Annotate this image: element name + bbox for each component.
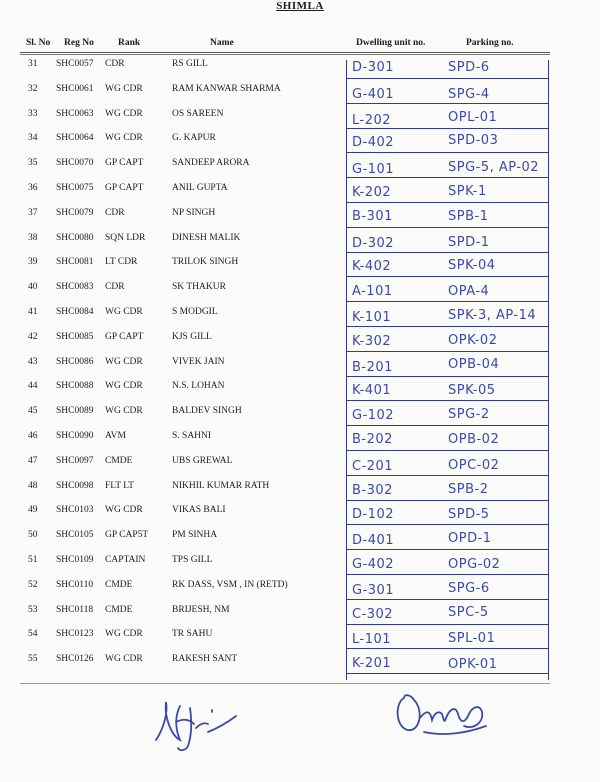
row-rule bbox=[346, 400, 548, 401]
parking-cell: OPL-01 bbox=[448, 109, 498, 125]
name-cell: N.S. LOHAN bbox=[172, 381, 225, 392]
name-cell: RAM KANWAR SHARMA bbox=[172, 83, 281, 94]
table-row bbox=[0, 577, 600, 602]
reg-no-cell: SHC0097 bbox=[56, 455, 94, 466]
reg-no-cell: SHC0064 bbox=[56, 133, 94, 144]
parking-cell: SPG-5, AP-02 bbox=[448, 160, 540, 176]
name-cell: TR SAHU bbox=[172, 629, 213, 640]
parking-cell: SPB-1 bbox=[448, 208, 489, 224]
dwelling-unit-cell: C-302 bbox=[352, 606, 394, 622]
dwelling-unit-cell: B-202 bbox=[352, 431, 393, 447]
reg-no-cell: SHC0061 bbox=[56, 83, 94, 94]
name-cell: NIKHIL KUMAR RATH bbox=[172, 480, 270, 491]
table-row bbox=[0, 552, 600, 577]
reg-no-cell: SHC0126 bbox=[56, 654, 94, 665]
rank-cell: WG CDR bbox=[105, 306, 143, 317]
rank-cell: FLT LT bbox=[105, 480, 134, 491]
dwelling-unit-cell: K-402 bbox=[352, 259, 392, 275]
name-cell: NP SINGH bbox=[172, 207, 216, 218]
header-divider-2 bbox=[20, 54, 550, 55]
parking-cell: SPK-04 bbox=[448, 258, 496, 274]
name-cell: OS SAREEN bbox=[172, 108, 224, 119]
table-row bbox=[0, 130, 600, 155]
reg-no-cell: SHC0118 bbox=[56, 604, 94, 615]
sl-no-cell: 38 bbox=[28, 232, 38, 243]
reg-no-cell: SHC0075 bbox=[56, 182, 94, 193]
table-row bbox=[0, 279, 600, 304]
table-row bbox=[0, 354, 600, 379]
signature-left bbox=[150, 688, 245, 758]
header-dwelling: Dwelling unit no. bbox=[356, 38, 426, 48]
table-row bbox=[0, 378, 600, 403]
table-row bbox=[0, 304, 600, 329]
rank-cell: GP CAP5T bbox=[105, 530, 149, 541]
table-row bbox=[0, 180, 600, 205]
dwelling-unit-cell: L-101 bbox=[352, 632, 392, 648]
name-cell: UBS GREWAL bbox=[172, 455, 233, 466]
parking-cell: SPG-2 bbox=[448, 407, 490, 423]
table-row bbox=[0, 626, 600, 651]
dwelling-unit-cell: D-402 bbox=[352, 135, 395, 151]
sl-no-cell: 55 bbox=[28, 654, 38, 665]
rank-cell: GP CAPT bbox=[105, 158, 144, 169]
parking-cell: SPD-1 bbox=[448, 234, 490, 250]
dwelling-unit-cell: D-301 bbox=[352, 60, 395, 75]
rank-cell: CDR bbox=[105, 207, 125, 218]
reg-no-cell: SHC0080 bbox=[56, 232, 94, 243]
reg-no-cell: SHC0123 bbox=[56, 629, 94, 640]
dwelling-unit-cell: G-401 bbox=[352, 86, 395, 102]
sl-no-cell: 52 bbox=[28, 579, 38, 590]
dwelling-unit-cell: K-401 bbox=[352, 383, 392, 399]
rank-cell: LT CDR bbox=[105, 257, 138, 268]
row-rule bbox=[346, 177, 548, 178]
dwelling-unit-cell: K-101 bbox=[352, 309, 392, 325]
table-row bbox=[0, 502, 600, 527]
row-rule bbox=[346, 599, 548, 600]
table-row bbox=[0, 81, 600, 106]
header-sl-no: Sl. No bbox=[26, 38, 51, 48]
sl-no-cell: 39 bbox=[28, 257, 38, 268]
page-title: SHIMLA bbox=[276, 0, 324, 12]
row-rule bbox=[346, 301, 548, 302]
dwelling-unit-cell: G-102 bbox=[352, 408, 395, 424]
table-row bbox=[0, 230, 600, 255]
row-rule bbox=[346, 624, 548, 625]
rank-cell: WG CDR bbox=[105, 654, 143, 665]
reg-no-cell: SHC0089 bbox=[56, 406, 94, 417]
sl-no-cell: 32 bbox=[28, 83, 38, 94]
sl-no-cell: 44 bbox=[28, 381, 38, 392]
reg-no-cell: SHC0109 bbox=[56, 554, 94, 565]
row-rule bbox=[346, 500, 548, 501]
dwelling-unit-cell: K-302 bbox=[352, 333, 392, 349]
name-cell: PM SINHA bbox=[172, 530, 218, 541]
rank-cell: WG CDR bbox=[105, 356, 143, 367]
table-row bbox=[0, 56, 600, 81]
sl-no-cell: 36 bbox=[28, 182, 38, 193]
row-rule bbox=[346, 475, 548, 476]
table-row bbox=[0, 478, 600, 503]
sl-no-cell: 54 bbox=[28, 629, 38, 640]
name-cell: SANDEEP ARORA bbox=[172, 158, 250, 169]
dwelling-unit-cell: G-301 bbox=[352, 582, 395, 598]
name-cell: BRIJESH, NM bbox=[172, 604, 230, 615]
parking-cell: OPK-02 bbox=[448, 332, 498, 348]
name-cell: RAKESH SANT bbox=[172, 654, 238, 665]
parking-cell: SPC-5 bbox=[448, 604, 489, 620]
reg-no-cell: SHC0081 bbox=[56, 257, 94, 268]
parking-cell: SPG-4 bbox=[448, 86, 490, 102]
parking-cell: OPK-01 bbox=[448, 657, 498, 673]
dwelling-unit-cell: K-201 bbox=[352, 656, 392, 672]
sl-no-cell: 34 bbox=[28, 133, 38, 144]
header-rank: Rank bbox=[118, 38, 141, 48]
sl-no-cell: 50 bbox=[28, 530, 38, 541]
row-rule bbox=[346, 549, 548, 550]
sl-no-cell: 45 bbox=[28, 406, 38, 417]
name-cell: VIKAS BALI bbox=[172, 505, 226, 516]
name-cell: VIVEK JAIN bbox=[172, 356, 225, 367]
sl-no-cell: 40 bbox=[28, 282, 38, 293]
name-cell: KJS GILL bbox=[172, 331, 212, 342]
parking-cell: OPB-04 bbox=[448, 356, 500, 372]
header-divider bbox=[20, 52, 550, 53]
dwelling-unit-cell: D-102 bbox=[352, 507, 395, 523]
dwelling-unit-cell: D-401 bbox=[352, 533, 395, 549]
rank-cell: CAPTAIN bbox=[105, 554, 146, 565]
table-row bbox=[0, 254, 600, 279]
row-rule bbox=[346, 326, 548, 327]
parking-cell: SPL-01 bbox=[448, 631, 496, 647]
row-rule bbox=[346, 524, 548, 525]
table-row bbox=[0, 205, 600, 230]
table-row bbox=[0, 453, 600, 478]
rank-cell: CDR bbox=[105, 59, 125, 69]
dwelling-unit-cell: B-201 bbox=[352, 359, 393, 375]
row-rule bbox=[346, 574, 548, 575]
rank-cell: AVM bbox=[105, 430, 126, 441]
sl-no-cell: 43 bbox=[28, 356, 38, 367]
name-cell: DINESH MALIK bbox=[172, 232, 241, 243]
sl-no-cell: 47 bbox=[28, 455, 38, 466]
table-row bbox=[0, 329, 600, 354]
sl-no-cell: 37 bbox=[28, 207, 38, 218]
parking-cell: SPK-05 bbox=[448, 383, 496, 399]
row-rule bbox=[346, 152, 548, 153]
dwelling-unit-cell: K-202 bbox=[352, 184, 392, 200]
dwelling-unit-cell: G-402 bbox=[352, 556, 395, 572]
rank-cell: WG CDR bbox=[105, 83, 143, 94]
name-cell: S. SAHNI bbox=[172, 430, 212, 441]
row-rule bbox=[346, 128, 548, 129]
dwelling-unit-cell: A-101 bbox=[352, 284, 393, 300]
sl-no-cell: 31 bbox=[28, 59, 38, 69]
name-cell: RS GILL bbox=[172, 59, 208, 69]
sl-no-cell: 46 bbox=[28, 430, 38, 441]
rank-cell: WG CDR bbox=[105, 133, 143, 144]
dwelling-unit-cell: B-301 bbox=[352, 208, 393, 224]
sl-no-cell: 41 bbox=[28, 306, 38, 317]
reg-no-cell: SHC0084 bbox=[56, 306, 94, 317]
sl-no-cell: 51 bbox=[28, 554, 38, 565]
parking-cell: SPB-2 bbox=[448, 481, 489, 497]
row-rule bbox=[346, 202, 548, 203]
dwelling-unit-cell: L-202 bbox=[352, 112, 392, 128]
reg-no-cell: SHC0088 bbox=[56, 381, 94, 392]
header-parking: Parking no. bbox=[466, 38, 514, 48]
sl-no-cell: 48 bbox=[28, 480, 38, 491]
sl-no-cell: 53 bbox=[28, 604, 38, 615]
parking-cell: OPD-1 bbox=[448, 531, 492, 547]
dwelling-unit-cell: C-201 bbox=[352, 458, 394, 474]
reg-no-cell: SHC0098 bbox=[56, 480, 94, 491]
rank-cell: CDR bbox=[105, 282, 125, 293]
row-rule bbox=[346, 103, 548, 104]
row-rule bbox=[346, 78, 548, 79]
rank-cell: WG CDR bbox=[105, 505, 143, 516]
header-reg-no: Reg No bbox=[64, 38, 94, 48]
reg-no-cell: SHC0079 bbox=[56, 207, 94, 218]
reg-no-cell: SHC0086 bbox=[56, 356, 94, 367]
name-cell: S MODGIL bbox=[172, 306, 218, 317]
dwelling-unit-cell: B-302 bbox=[352, 482, 393, 498]
rank-cell: GP CAPT bbox=[105, 182, 144, 193]
rank-cell: GP CAPT bbox=[105, 331, 144, 342]
rank-cell: WG CDR bbox=[105, 381, 143, 392]
parking-cell: OPA-4 bbox=[448, 284, 490, 300]
rank-cell: SQN LDR bbox=[105, 232, 146, 243]
row-rule bbox=[346, 425, 548, 426]
reg-no-cell: SHC0105 bbox=[56, 530, 94, 541]
row-rule bbox=[346, 450, 548, 451]
row-rule bbox=[346, 227, 548, 228]
row-rule bbox=[346, 252, 548, 253]
reg-no-cell: SHC0070 bbox=[56, 158, 94, 169]
name-cell: TRILOK SINGH bbox=[172, 257, 239, 268]
header-name: Name bbox=[210, 38, 234, 48]
name-cell: BALDEV SINGH bbox=[172, 406, 242, 417]
table-row bbox=[0, 403, 600, 428]
rank-cell: WG CDR bbox=[105, 629, 143, 640]
rank-cell: CMDE bbox=[105, 604, 133, 615]
name-cell: TPS GILL bbox=[172, 554, 213, 565]
dwelling-unit-cell: G-101 bbox=[352, 162, 395, 178]
table-row bbox=[0, 651, 600, 676]
rank-cell: CMDE bbox=[105, 455, 133, 466]
sl-no-cell: 35 bbox=[28, 158, 38, 169]
reg-no-cell: SHC0057 bbox=[56, 59, 94, 69]
parking-cell: SPK-3, AP-14 bbox=[448, 307, 537, 323]
row-rule bbox=[346, 673, 548, 674]
parking-cell: OPB-02 bbox=[448, 431, 500, 447]
row-rule bbox=[346, 376, 548, 377]
allotment-table bbox=[0, 56, 600, 676]
reg-no-cell: SHC0083 bbox=[56, 282, 94, 293]
name-cell: RK DASS, VSM , IN (RETD) bbox=[172, 579, 288, 590]
table-row bbox=[0, 428, 600, 453]
table-row bbox=[0, 106, 600, 131]
rank-cell: CMDE bbox=[105, 579, 133, 590]
rank-cell: WG CDR bbox=[105, 406, 143, 417]
table-row bbox=[0, 527, 600, 552]
parking-cell: SPK-1 bbox=[448, 183, 487, 199]
reg-no-cell: SHC0110 bbox=[56, 579, 94, 590]
name-cell: G. KAPUR bbox=[172, 133, 216, 144]
signature-right bbox=[390, 684, 500, 744]
parking-cell: SPG-6 bbox=[448, 580, 490, 596]
sl-no-cell: 33 bbox=[28, 108, 38, 119]
row-rule bbox=[346, 276, 548, 277]
name-cell: SK THAKUR bbox=[172, 282, 226, 293]
reg-no-cell: SHC0090 bbox=[56, 430, 94, 441]
dwelling-unit-cell: D-302 bbox=[352, 235, 395, 251]
sl-no-cell: 49 bbox=[28, 505, 38, 516]
reg-no-cell: SHC0085 bbox=[56, 331, 94, 342]
parking-cell: SPD-03 bbox=[448, 133, 499, 149]
reg-no-cell: SHC0103 bbox=[56, 505, 94, 516]
reg-no-cell: SHC0063 bbox=[56, 108, 94, 119]
parking-cell: SPD-6 bbox=[448, 60, 490, 75]
row-rule bbox=[346, 648, 548, 649]
rank-cell: WG CDR bbox=[105, 108, 143, 119]
name-cell: ANIL GUPTA bbox=[172, 182, 228, 193]
table-row bbox=[0, 602, 600, 627]
sl-no-cell: 42 bbox=[28, 331, 38, 342]
row-rule bbox=[346, 351, 548, 352]
parking-cell: OPC-02 bbox=[448, 457, 500, 473]
parking-cell: OPG-02 bbox=[448, 556, 501, 572]
table-row bbox=[0, 155, 600, 180]
parking-cell: SPD-5 bbox=[448, 507, 490, 523]
